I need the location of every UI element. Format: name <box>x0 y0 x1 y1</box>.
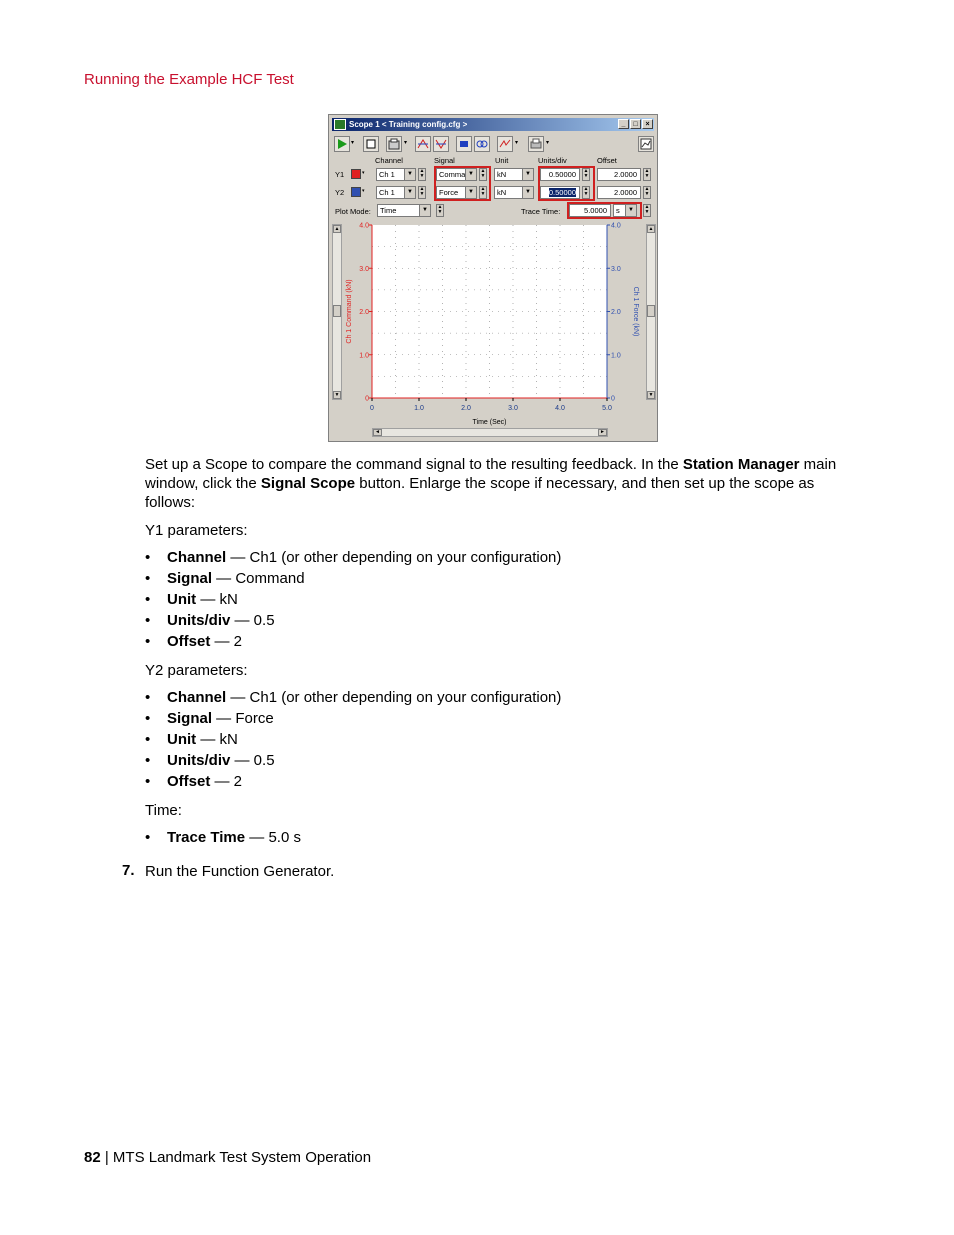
chevron-down-icon: ▼ <box>625 205 636 216</box>
y2-channel-spinner[interactable]: ▲ ▼ <box>419 186 425 197</box>
chevron-down-icon: ▼ <box>522 169 533 180</box>
list-item-term: Channel <box>167 689 227 706</box>
y2-signal-spinner[interactable]: ▲ ▼ <box>480 186 486 197</box>
trace-time-label: Trace Time: <box>521 207 561 216</box>
y1-units-div-field[interactable]: 0.50000 <box>540 168 580 181</box>
step-text: Run the Function Generator. <box>145 863 335 880</box>
list-item-desc: — Force <box>212 710 274 727</box>
list-item-text <box>167 591 238 608</box>
col-header-offset: Offset <box>597 156 617 165</box>
time-heading: Time: <box>145 802 182 819</box>
y1-offset-spinner[interactable]: ▲ ▼ <box>644 168 650 179</box>
trace-time-field[interactable]: 5.0000 <box>569 204 611 217</box>
bullet: • <box>145 773 151 790</box>
right-y-tick-label: 1.0 <box>611 352 621 360</box>
bullet: • <box>145 549 151 566</box>
footer-separator: | <box>100 1149 113 1166</box>
list-item-term: Units/div <box>167 752 231 769</box>
y1-signal-spinner[interactable]: ▲ ▼ <box>480 168 486 179</box>
list-item-text <box>167 612 275 629</box>
left-y-tick-label: 1.0 <box>359 352 369 360</box>
y1-heading: Y1 parameters: <box>145 522 248 539</box>
x-tick-label: 0 <box>370 405 374 412</box>
list-item-desc: — Command <box>212 570 305 587</box>
x-axis-label: Time (Sec) <box>472 419 507 426</box>
bullet: • <box>145 689 151 706</box>
page-footer <box>84 1149 371 1166</box>
left-y-tick-label: 3.0 <box>359 265 369 273</box>
close-button[interactable]: × <box>642 119 653 129</box>
print-dropdown-icon[interactable]: ▾ <box>546 140 550 146</box>
y2-channel-value: Ch 1 <box>379 188 395 197</box>
time-scrollbar[interactable] <box>372 428 608 437</box>
list-item-desc: — 0.5 <box>230 612 275 629</box>
list-item-text <box>167 773 242 790</box>
intro-bold-station-manager: Station Manager <box>682 456 800 473</box>
y2-heading: Y2 parameters: <box>145 662 248 679</box>
y1-channel-value: Ch 1 <box>379 170 395 179</box>
scroll-up-icon[interactable]: ▲ <box>334 226 340 232</box>
list-item-term: Unit <box>167 731 197 748</box>
list-item-text <box>167 829 301 846</box>
y1-label: Y1 <box>335 170 345 179</box>
chevron-down-icon: ▼ <box>465 169 476 180</box>
bullet: • <box>145 612 151 629</box>
chevron-down-icon: ▼ <box>404 187 415 198</box>
list-item-term: Trace Time <box>167 829 246 846</box>
scroll-down-icon[interactable]: ▼ <box>334 392 340 398</box>
scope-window-title: Scope 1 < Training config.cfg > <box>349 120 468 129</box>
x-tick-label: 2.0 <box>461 405 471 412</box>
y2-offset-spinner[interactable]: ▲ ▼ <box>644 186 650 197</box>
list-item-desc: — 2 <box>210 633 243 650</box>
list-item-term: Channel <box>167 549 227 566</box>
maximize-button[interactable]: □ <box>630 119 641 129</box>
scroll-down-icon[interactable]: ▼ <box>648 392 654 398</box>
y2-label: Y2 <box>335 188 345 197</box>
list-item-desc: — 5.0 s <box>245 829 301 846</box>
right-y-tick-label: 0 <box>611 395 615 403</box>
y2-units-div-spinner[interactable]: ▲ ▼ <box>583 186 589 197</box>
list-item-term: Units/div <box>167 612 231 629</box>
chevron-down-icon: ▼ <box>465 187 476 198</box>
y1-unit-value: kN <box>497 170 507 179</box>
bullet: • <box>145 591 151 608</box>
y1-offset-field[interactable]: 2.0000 <box>597 168 641 181</box>
list-item-term: Signal <box>167 570 213 587</box>
col-header-units-div: Units/div <box>538 156 567 165</box>
bullet: • <box>145 731 151 748</box>
right-y-axis-label: Ch 1 Force (kN) <box>632 286 639 337</box>
plot-mode-label: Plot Mode: <box>335 207 371 216</box>
chevron-down-icon: ▼ <box>522 187 533 198</box>
y2-units-div-value: 0.50000 <box>548 188 576 197</box>
trace-time-spinner[interactable]: ▲ ▼ <box>644 204 650 215</box>
list-item-text <box>167 570 305 587</box>
y2-signal-value: Force <box>439 188 459 197</box>
list-item-text <box>167 752 275 769</box>
right-y-tick-label: 2.0 <box>611 309 621 316</box>
running-head: Running the Example HCF Test <box>84 71 294 88</box>
list-item-term: Offset <box>167 773 211 790</box>
right-y-tick-label: 4.0 <box>611 222 621 230</box>
col-header-channel: Channel <box>375 156 403 165</box>
bullet: • <box>145 710 151 727</box>
col-header-unit: Unit <box>495 156 509 165</box>
left-y-tick-label: 2.0 <box>359 309 369 316</box>
y1-color-dropdown-icon[interactable]: ▾ <box>362 170 365 176</box>
scroll-up-icon[interactable]: ▲ <box>648 226 654 232</box>
bullet: • <box>145 829 151 846</box>
x-tick-label: 4.0 <box>555 405 565 412</box>
list-item-desc: — Ch1 (or other depending on your configuration) <box>226 689 562 706</box>
list-item-text <box>167 731 238 748</box>
y1-units-div-spinner[interactable]: ▲ ▼ <box>583 168 589 179</box>
bullet: • <box>145 752 151 769</box>
trigger-dropdown-icon[interactable]: ▾ <box>515 140 519 146</box>
minimize-button[interactable]: _ <box>618 119 629 129</box>
play-dropdown-icon[interactable]: ▾ <box>351 140 355 146</box>
list-item-text <box>167 549 561 566</box>
chevron-down-icon: ▼ <box>419 205 430 216</box>
intro-paragraph <box>145 455 850 512</box>
list-item-desc: — 0.5 <box>230 752 275 769</box>
left-y-tick-label: 4.0 <box>359 222 369 230</box>
x-tick-label: 1.0 <box>414 405 424 412</box>
scope-window <box>328 114 658 442</box>
list-item-desc: — kN <box>196 591 238 608</box>
list-item-term: Signal <box>167 710 213 727</box>
left-y-tick-label: 0 <box>365 395 369 403</box>
left-y-axis-label: Ch 1 Command (kN) <box>346 279 353 344</box>
intro-bold-signal-scope: Signal Scope <box>260 475 356 492</box>
x-tick-label: 5.0 <box>602 405 612 412</box>
plot-mode-value: Time <box>380 206 397 215</box>
y2-unit-value: kN <box>497 188 507 197</box>
intro-text-2: main window, click the <box>145 456 837 492</box>
y1-signal-value: Comma <box>439 170 466 179</box>
y2-color-dropdown-icon[interactable]: ▾ <box>362 188 365 194</box>
y1-channel-spinner[interactable]: ▲ ▼ <box>419 168 425 179</box>
list-item-desc: — kN <box>196 731 238 748</box>
plot-background <box>372 225 607 398</box>
list-item-desc: — Ch1 (or other depending on your configuration) <box>226 549 562 566</box>
list-item-desc: — 2 <box>210 773 243 790</box>
footer-title: MTS Landmark Test System Operation <box>112 1149 372 1166</box>
scroll-left-icon[interactable]: ◄ <box>373 429 382 436</box>
list-item-term: Offset <box>167 633 211 650</box>
right-y-tick-label: 3.0 <box>611 265 621 273</box>
x-tick-label: 3.0 <box>508 405 518 412</box>
bullet: • <box>145 570 151 587</box>
page-number: 82 <box>84 1149 101 1166</box>
trace-time-unit-value: s <box>616 206 620 215</box>
chevron-down-icon: ▼ <box>404 169 415 180</box>
intro-text-1: Set up a Scope to compare the command signal to the resulting feedback. In the <box>145 456 683 473</box>
plot-mode-spinner[interactable]: ▲ ▼ <box>437 204 443 215</box>
scroll-right-icon[interactable]: ► <box>598 429 607 436</box>
scope-plot <box>329 115 657 441</box>
step-number: 7. <box>122 862 135 879</box>
list-item-text <box>167 633 242 650</box>
col-header-signal: Signal <box>434 156 455 165</box>
list-item-text <box>167 710 274 727</box>
y2-offset-field[interactable]: 2.0000 <box>597 186 641 199</box>
intro-text-3: button. Enlarge the scope if necessary, and then set up the scope as follows: <box>145 475 815 511</box>
list-item-text <box>167 689 561 706</box>
list-item-term: Unit <box>167 591 197 608</box>
bullet: • <box>145 633 151 650</box>
settings-dropdown-icon[interactable]: ▾ <box>404 140 408 146</box>
